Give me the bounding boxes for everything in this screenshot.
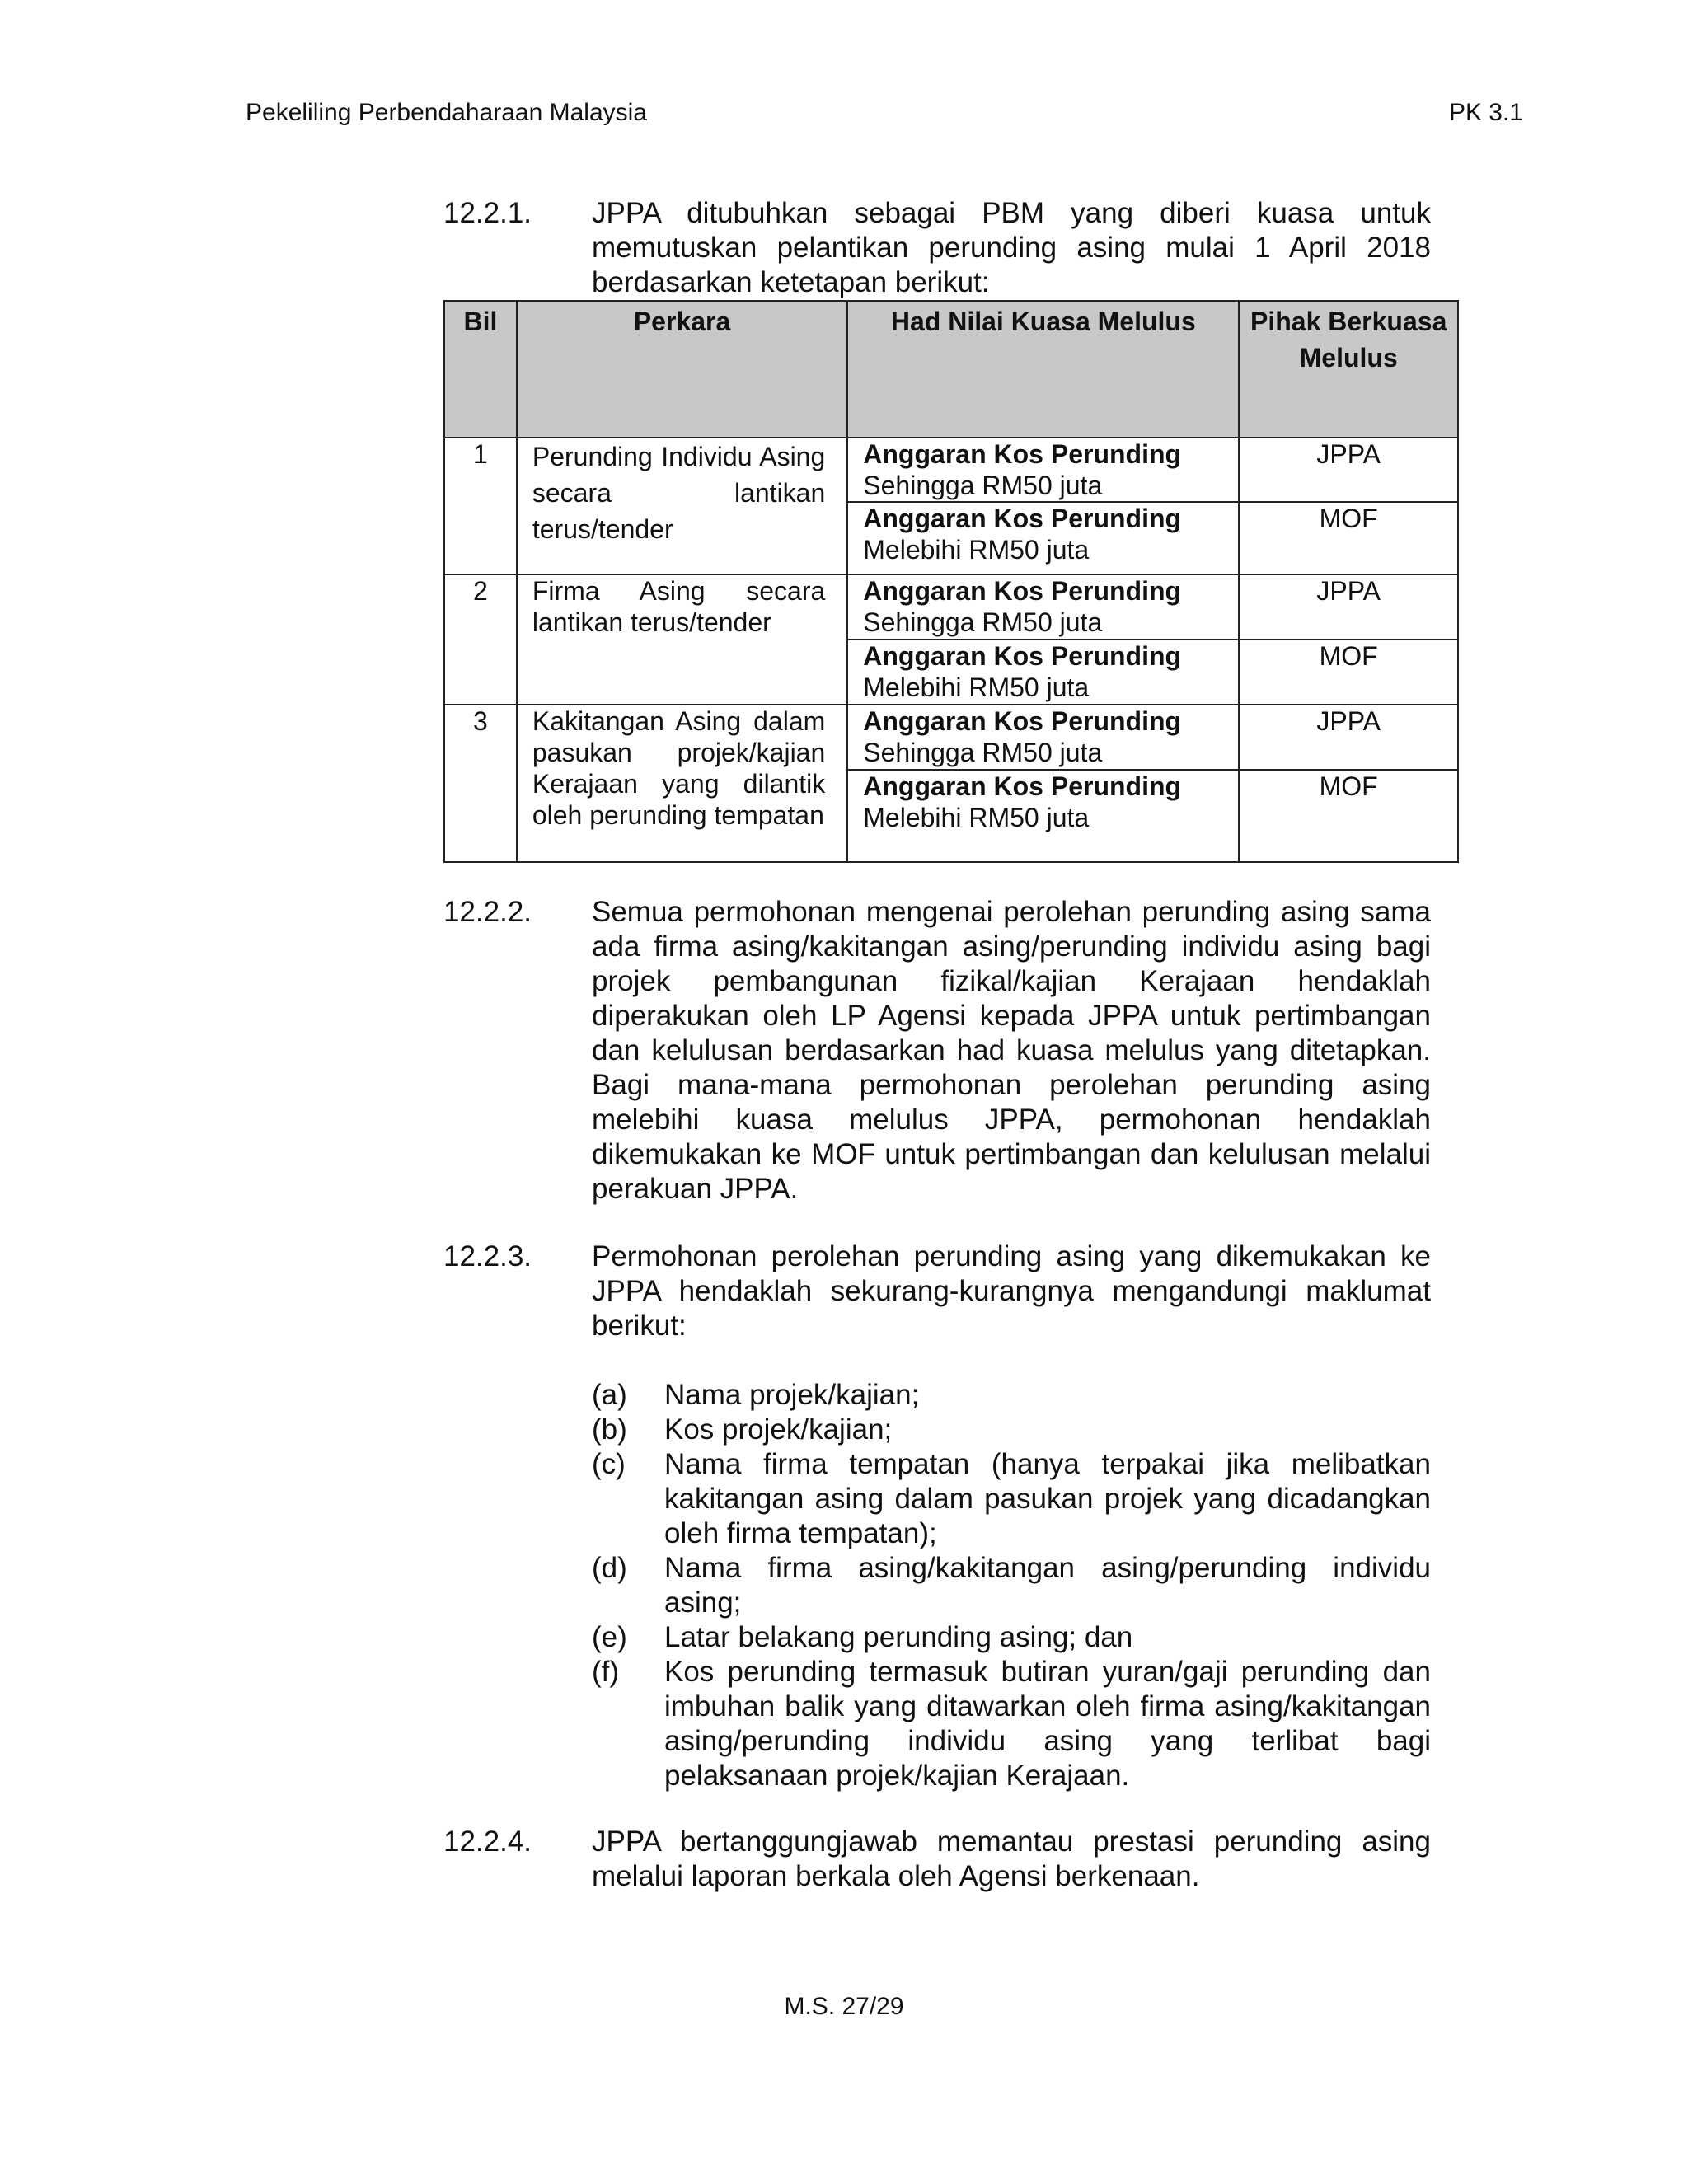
authority-cell: MOF bbox=[1239, 770, 1458, 862]
header-reference: PK 3.1 bbox=[1448, 99, 1523, 126]
list-item bbox=[592, 1447, 1431, 1551]
list-item-label: (d) bbox=[592, 1552, 627, 1584]
table-row bbox=[444, 438, 1458, 502]
list-item-text: Latar belakang perunding asing; dan bbox=[664, 1621, 1133, 1653]
list-item-text: Kos perunding termasuk butiran yuran/gaji perunding dan imbuhan balik yang ditawarkan oleh firma asing/kakitangan asing/perunding individu asing yang terlibat bagi pelaksanaan projek/kajian Kerajaan. bbox=[664, 1656, 1431, 1792]
section-text: Permohonan perolehan perunding asing yang dikemukakan ke JPPA hendaklah sekurang-kurangnya mengandungi maklumat berikut: bbox=[592, 1240, 1431, 1342]
limit-cell bbox=[847, 640, 1239, 705]
list-item bbox=[592, 1413, 1431, 1447]
table-header-row bbox=[444, 301, 1458, 438]
row-number: 3 bbox=[444, 705, 517, 862]
section-number: 12.2.1. bbox=[443, 197, 532, 229]
header-bil: Bil bbox=[444, 301, 517, 438]
authority-cell: JPPA bbox=[1239, 438, 1458, 502]
list-item bbox=[592, 1655, 1431, 1793]
limit-title: Anggaran Kos Perunding bbox=[863, 576, 1182, 606]
section-text: JPPA ditubuhkan sebagai PBM yang diberi kuasa untuk memutuskan pelantikan perunding asing mulai 1 April 2018 berdasarkan ketetapan berikut: bbox=[592, 197, 1431, 298]
section-12-2-3 bbox=[443, 1240, 1431, 1793]
section-text: JPPA bertanggungjawab memantau prestasi perunding asing melalui laporan berkala oleh Agensi berkenaan. bbox=[592, 1825, 1431, 1892]
limit-value: Sehingga RM50 juta bbox=[863, 738, 1103, 767]
requirement-list bbox=[592, 1378, 1431, 1793]
list-item-label: (c) bbox=[592, 1448, 626, 1480]
header-pihak-berkuasa: Pihak Berkuasa Melulus bbox=[1239, 301, 1458, 438]
section-number: 12.2.2. bbox=[443, 896, 532, 928]
list-item-text: Kos projek/kajian; bbox=[664, 1413, 893, 1446]
list-item-text: Nama firma asing/kakitangan asing/perunding individu asing; bbox=[664, 1552, 1431, 1619]
list-item-label: (b) bbox=[592, 1413, 627, 1446]
list-item-label: (e) bbox=[592, 1621, 627, 1653]
header-perkara: Perkara bbox=[517, 301, 847, 438]
authority-cell: MOF bbox=[1239, 502, 1458, 574]
limit-cell bbox=[847, 438, 1239, 502]
header-title: Pekeliling Perbendaharaan Malaysia bbox=[246, 99, 647, 126]
list-item bbox=[592, 1620, 1431, 1655]
page-number: M.S. 27/29 bbox=[784, 1993, 904, 2020]
authority-cell: JPPA bbox=[1239, 705, 1458, 770]
limit-title: Anggaran Kos Perunding bbox=[863, 706, 1182, 736]
list-item-text: Nama projek/kajian; bbox=[664, 1379, 920, 1411]
limit-value: Sehingga RM50 juta bbox=[863, 471, 1103, 500]
section-12-2-4 bbox=[443, 1825, 1431, 1894]
table-row bbox=[444, 574, 1458, 640]
limit-title: Anggaran Kos Perunding bbox=[863, 641, 1182, 671]
authority-cell: MOF bbox=[1239, 640, 1458, 705]
limit-title: Anggaran Kos Perunding bbox=[863, 439, 1182, 469]
list-item-text: Nama firma tempatan (hanya terpakai jika melibatkan kakitangan asing dalam pasukan projek yang dicadangkan oleh firma tempatan); bbox=[664, 1448, 1431, 1549]
limit-title: Anggaran Kos Perunding bbox=[863, 771, 1182, 801]
row-perkara: Firma Asing secara lantikan terus/tender bbox=[517, 574, 847, 705]
section-number: 12.2.4. bbox=[443, 1825, 532, 1858]
list-item bbox=[592, 1378, 1431, 1413]
limit-cell bbox=[847, 770, 1239, 862]
limit-value: Sehingga RM50 juta bbox=[863, 607, 1103, 637]
row-number: 2 bbox=[444, 574, 517, 705]
authority-cell: JPPA bbox=[1239, 574, 1458, 640]
section-number: 12.2.3. bbox=[443, 1240, 532, 1272]
table-row bbox=[444, 705, 1458, 770]
header-had-nilai: Had Nilai Kuasa Melulus bbox=[847, 301, 1239, 438]
list-item bbox=[592, 1551, 1431, 1620]
row-perkara: Perunding Individu Asing secara lantikan terus/tender bbox=[517, 438, 847, 574]
limit-value: Melebihi RM50 juta bbox=[863, 803, 1090, 832]
limit-cell bbox=[847, 705, 1239, 770]
limit-cell bbox=[847, 502, 1239, 574]
limit-cell bbox=[847, 574, 1239, 640]
section-12-2-2 bbox=[443, 895, 1431, 1207]
row-number: 1 bbox=[444, 438, 517, 574]
row-perkara: Kakitangan Asing dalam pasukan projek/kajian Kerajaan yang dilantik oleh perunding tempatan bbox=[517, 705, 847, 862]
section-text: Semua permohonan mengenai perolehan perunding asing sama ada firma asing/kakitangan asing/perunding individu asing bagi projek pembangunan fizikal/kajian Kerajaan hendaklah diperakukan oleh LP Agensi kepada JPPA untuk pertimbangan dan kelulusan berdasarkan had kuasa melulus yang ditetapkan. Bagi mana-mana permohonan perolehan perunding asing melebihi kuasa melulus JPPA, permohonan hendaklah dikemukakan ke MOF untuk pertimbangan dan kelulusan melalui perakuan JPPA. bbox=[592, 896, 1431, 1205]
section-12-2-1 bbox=[443, 196, 1431, 300]
list-item-label: (f) bbox=[592, 1656, 620, 1688]
list-item-label: (a) bbox=[592, 1379, 627, 1411]
limit-value: Melebihi RM50 juta bbox=[863, 673, 1090, 702]
limit-title: Anggaran Kos Perunding bbox=[863, 504, 1182, 533]
approval-authority-table bbox=[443, 300, 1459, 863]
limit-value: Melebihi RM50 juta bbox=[863, 535, 1090, 565]
